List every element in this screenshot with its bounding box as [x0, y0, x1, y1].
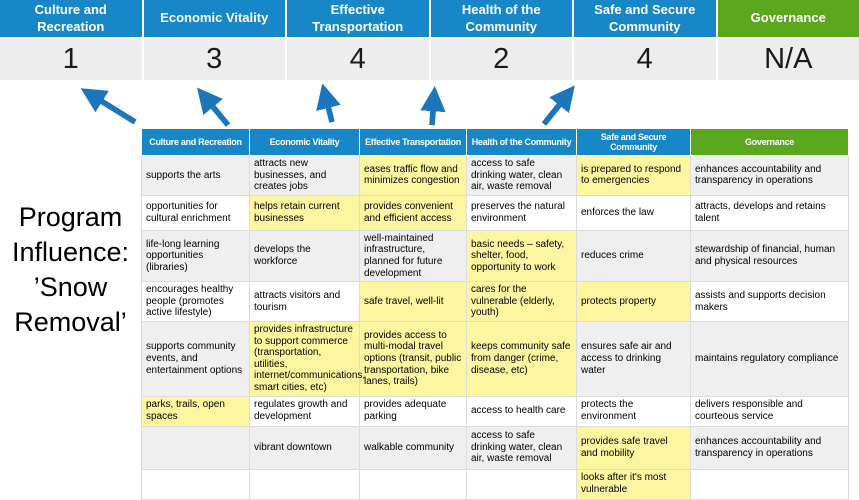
arrow-icon	[325, 94, 332, 122]
matrix-header-governance: Governance	[691, 129, 849, 156]
summary-header-label: Health of the Community	[437, 2, 567, 35]
matrix-cell-highlighted: looks after it's most vulnerable	[577, 469, 691, 499]
matrix-cell-highlighted: provides infrastructure to support commerce (transportation, utilities, internet/communications, smart cities, etc)	[250, 321, 360, 396]
matrix-cell: ensures safe air and access to drinking water	[577, 321, 691, 396]
summary-header-economic-vitality	[144, 0, 286, 37]
matrix-cell-highlighted: cares for the vulnerable (elderly, youth)	[467, 282, 577, 322]
matrix-cell: develops the workforce	[250, 230, 360, 281]
summary-score-effective-transportation: 4	[287, 39, 429, 80]
matrix-header-economic-vitality: Economic Vitality	[250, 129, 360, 156]
matrix-cell: encourages healthy people (promotes active lifestyle)	[142, 282, 250, 322]
matrix-row	[142, 230, 849, 281]
influence-matrix	[141, 128, 849, 500]
matrix-header-effective-transportation: Effective Transportation	[360, 129, 467, 156]
matrix-cell: vibrant downtown	[250, 426, 360, 469]
matrix-cell: life-long learning opportunities (libraries)	[142, 230, 250, 281]
summary-header-safe-secure-community	[574, 0, 716, 37]
summary-score-safe-secure-community: 4	[574, 39, 716, 80]
arrow-icon	[90, 94, 135, 122]
matrix-cell: stewardship of financial, human and physical resources	[691, 230, 849, 281]
summary-header-label: Safe and Secure Community	[580, 2, 710, 35]
matrix-row	[142, 195, 849, 230]
matrix-cell-highlighted: provides convenient and efficient access	[360, 195, 467, 230]
matrix-body	[142, 156, 849, 500]
matrix-cell	[360, 469, 467, 499]
matrix-cell: assists and supports decision makers	[691, 282, 849, 322]
matrix-cell-highlighted: protects property	[577, 282, 691, 322]
matrix-cell-highlighted: safe travel, well-lit	[360, 282, 467, 322]
summary-header-label: Governance	[751, 10, 826, 26]
summary-banner	[0, 0, 859, 80]
matrix-cell-highlighted: helps retain current businesses	[250, 195, 360, 230]
matrix-cell: regulates growth and development	[250, 396, 360, 426]
matrix-row	[142, 282, 849, 322]
arrow-icon	[432, 97, 434, 125]
matrix-cell	[142, 469, 250, 499]
matrix-cell: delivers responsible and courteous service	[691, 396, 849, 426]
matrix-row	[142, 469, 849, 499]
matrix-cell	[250, 469, 360, 499]
matrix-cell: attracts visitors and tourism	[250, 282, 360, 322]
matrix-cell-highlighted: is prepared to respond to emergencies	[577, 156, 691, 196]
summary-score-health-community: 2	[431, 39, 573, 80]
matrix-cell	[691, 469, 849, 499]
matrix-cell: well-maintained infrastructure, planned for future development	[360, 230, 467, 281]
matrix-cell	[467, 469, 577, 499]
matrix-cell-highlighted: eases traffic flow and minimizes congestion	[360, 156, 467, 196]
matrix-cell: access to health care	[467, 396, 577, 426]
summary-score-governance: N/A	[718, 39, 859, 80]
summary-score-culture-recreation: 1	[0, 39, 142, 80]
matrix-header-row	[142, 129, 849, 156]
matrix-cell-highlighted: provides safe travel and mobility	[577, 426, 691, 469]
summary-header-health-community	[431, 0, 573, 37]
arrow-icon	[204, 96, 228, 125]
matrix-cell: access to safe drinking water, clean air, waste removal	[467, 156, 577, 196]
matrix-cell-highlighted: parks, trails, open spaces	[142, 396, 250, 426]
matrix-cell: access to safe drinking water, clean air, waste removal	[467, 426, 577, 469]
summary-header-label: Culture and Recreation	[6, 2, 136, 35]
summary-header-label: Economic Vitality	[160, 10, 268, 26]
program-influence-label: Program Influence: ’Snow Removal’	[0, 200, 141, 340]
matrix-header-culture-recreation: Culture and Recreation	[142, 129, 250, 156]
matrix-cell-highlighted: provides access to multi-modal travel options (transit, public transportation, bike lanes, trails)	[360, 321, 467, 396]
matrix-cell: walkable community	[360, 426, 467, 469]
matrix-cell: attracts new businesses, and creates jobs	[250, 156, 360, 196]
matrix-cell: reduces crime	[577, 230, 691, 281]
matrix-row	[142, 321, 849, 396]
arrow-icon	[544, 94, 568, 124]
matrix-cell-highlighted: basic needs – safety, shelter, food, opportunity to work	[467, 230, 577, 281]
matrix-cell: supports the arts	[142, 156, 250, 196]
matrix-cell	[142, 426, 250, 469]
matrix-cell: protects the environment	[577, 396, 691, 426]
matrix-row	[142, 426, 849, 469]
summary-header-effective-transportation	[287, 0, 429, 37]
matrix-cell: provides adequate parking	[360, 396, 467, 426]
matrix-header-safe-secure-community: Safe and Secure Community	[577, 129, 691, 156]
matrix-cell: enforces the law	[577, 195, 691, 230]
matrix-cell: attracts, develops and retains talent	[691, 195, 849, 230]
summary-header-culture-recreation	[0, 0, 142, 37]
summary-score-economic-vitality: 3	[144, 39, 286, 80]
matrix-cell: supports community events, and entertainment options	[142, 321, 250, 396]
matrix-cell: enhances accountability and transparency in operations	[691, 156, 849, 196]
matrix-cell: preserves the natural environment	[467, 195, 577, 230]
matrix-cell-highlighted: keeps community safe from danger (crime, disease, etc)	[467, 321, 577, 396]
matrix-cell: enhances accountability and transparency in operations	[691, 426, 849, 469]
matrix-cell: maintains regulatory compliance	[691, 321, 849, 396]
matrix-row	[142, 396, 849, 426]
matrix-cell: opportunities for cultural enrichment	[142, 195, 250, 230]
summary-header-label: Effective Transportation	[293, 2, 423, 35]
summary-header-governance	[718, 0, 859, 37]
matrix-header-health-community: Health of the Community	[467, 129, 577, 156]
matrix-row	[142, 156, 849, 196]
